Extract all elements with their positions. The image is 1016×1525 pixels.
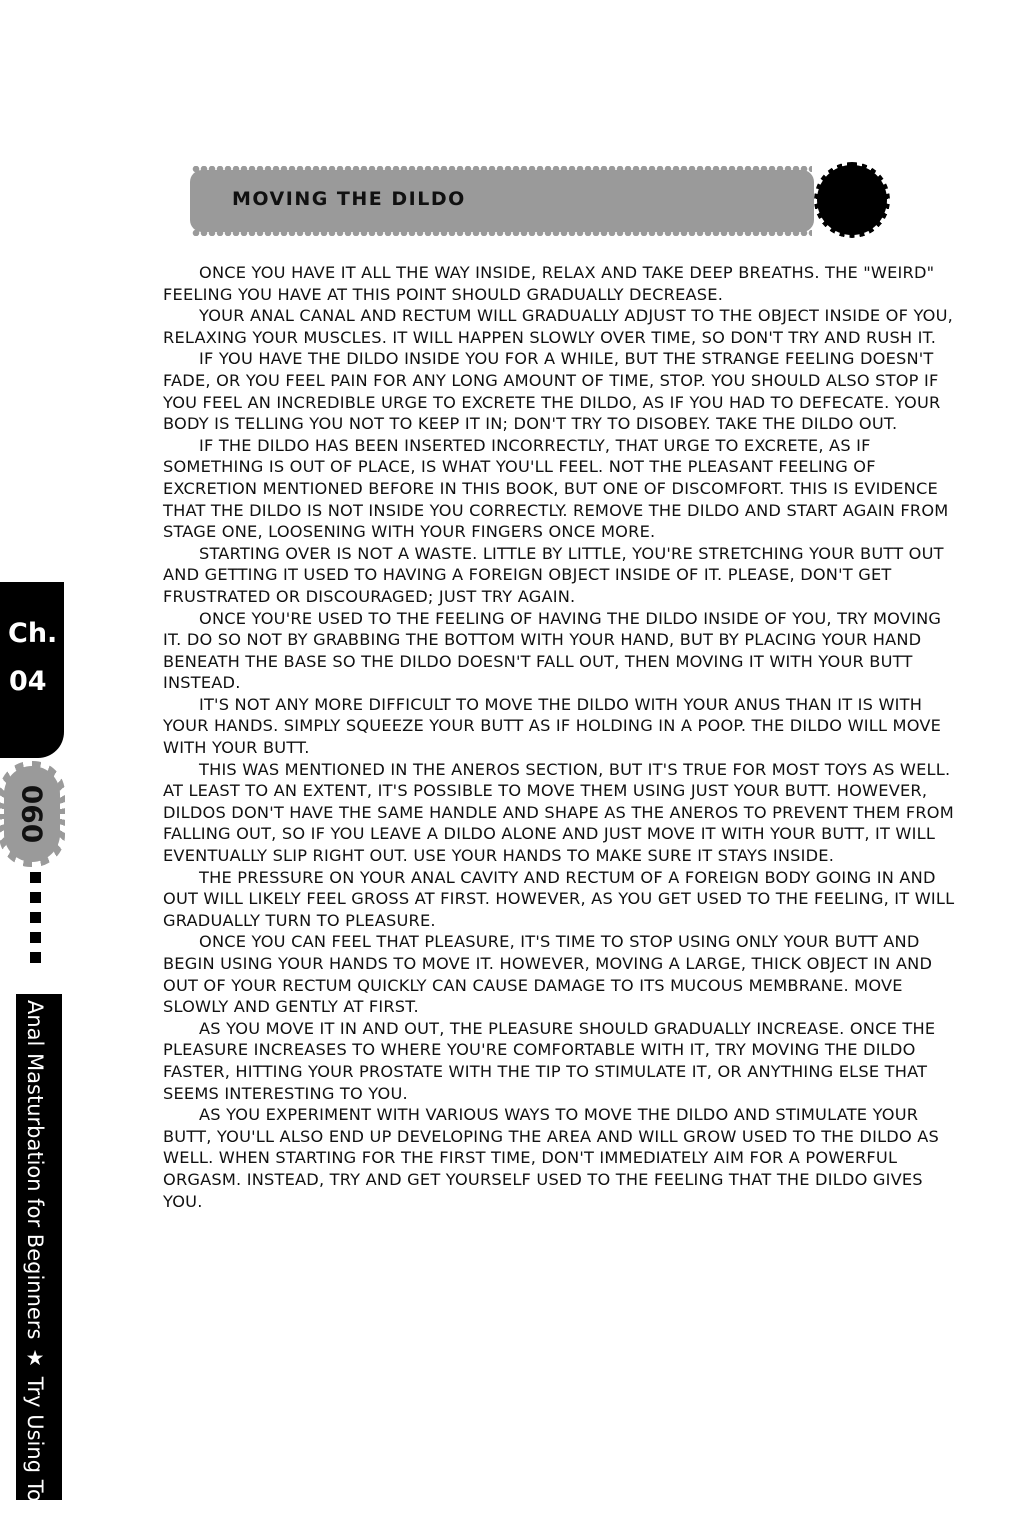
square-dot-icon <box>30 952 41 963</box>
body-text <box>163 262 963 1212</box>
section-heading: MOVING THE DILDO <box>232 188 466 210</box>
paragraph: IT'S NOT ANY MORE DIFFICULT TO MOVE THE DILDO WITH YOUR ANUS THAN IT IS WITH YOUR HANDS. SIMPLY SQUEEZE YOUR BUTT AS IF HOLDING IN A POOP. THE DILDO WILL MOVE WITH YOUR BUTT. <box>163 694 942 758</box>
paragraph: THE PRESSURE ON YOUR ANAL CAVITY AND RECTUM OF A FOREIGN BODY GOING IN AND OUT WILL LIKELY FEEL GROSS AT FIRST. HOWEVER, AS YOU GET USED TO THE FEELING, IT WILL GRADUALLY TURN TO PLEASURE. <box>163 867 955 930</box>
paragraph: THIS WAS MENTIONED IN THE ANEROS SECTION, BUT IT'S TRUE FOR MOST TOYS AS WELL. AT LEAST TO AN EXTENT, IT'S POSSIBLE TO MOVE THEM USING JUST YOUR BUTT. HOWEVER, DILDOS DON'T HAVE THE SAME HANDLE AND SHAPE AS THE ANEROS TO PREVENT THEM FROM FALLING OUT, SO IF YOU LEAVE A DILDO ALONE AND JUST MOVE IT WITH YOUR BUTT, IT WILL EVENTUALLY SLIP RIGHT OUT. USE YOUR HANDS TO MAKE SURE IT STAYS INSIDE. <box>163 759 954 866</box>
paragraph: AS YOU EXPERIMENT WITH VARIOUS WAYS TO MOVE THE DILDO AND STIMULATE YOUR BUTT, YOU'LL ALSO END UP DEVELOPING THE AREA AND WILL GROW USED TO THE DILDO AS WELL. WHEN STARTING FOR THE FIRST TIME, DON'T IMMEDIATELY AIM FOR A POWERFUL ORGASM. INSTEAD, TRY AND GET YOURSELF USED TO THE FEELING THAT THE DILDO GIVES YOU. <box>163 1105 939 1211</box>
chapter-number: 04 <box>9 666 47 697</box>
paragraph: ONCE YOU CAN FEEL THAT PLEASURE, IT'S TIME TO STOP USING ONLY YOUR BUTT AND BEGIN USING YOUR HANDS TO MOVE IT. HOWEVER, MOVING A LARGE, THICK OBJECT IN AND OUT OF YOUR RECTUM QUICKLY CAN CAUSE DAMAGE TO ITS MUCOUS MEMBRANE. MOVE SLOWLY AND GENTLY AT FIRST. <box>163 932 933 1017</box>
book-title: Anal Masturbation for Beginners ★ Try Using Toys <box>23 1000 47 1525</box>
square-dots-decoration <box>30 872 42 972</box>
page-number-badge <box>4 766 60 862</box>
paragraph: IF THE DILDO HAS BEEN INSERTED INCORRECTLY, THAT URGE TO EXCRETE, AS IF SOMETHING IS OUT OF PLACE, IS WHAT YOU'LL FEEL. NOT THE PLEASANT FEELING OF EXCRETION MENTIONED BEFORE IN THIS BOOK, BUT ONE OF DISCOMFORT. THIS IS EVIDENCE THAT THE DILDO IS NOT INSIDE YOU CORRECTLY. REMOVE THE DILDO AND START AGAIN FROM STAGE ONE, LOOSENING WITH YOUR FINGERS ONCE MORE. <box>163 435 949 542</box>
chapter-tab <box>0 582 64 758</box>
paragraph: AS YOU MOVE IT IN AND OUT, THE PLEASURE SHOULD GRADUALLY INCREASE. ONCE THE PLEASURE INCREASES TO WHERE YOU'RE COMFORTABLE WITH IT, TRY MOVING THE DILDO FASTER, HITTING YOUR PROSTATE WITH THE TIP TO STIMULATE IT, OR ANYTHING ELSE THAT SEEMS INTERESTING TO YOU. <box>163 1018 936 1103</box>
square-dot-icon <box>30 892 41 903</box>
paragraph: YOUR ANAL CANAL AND RECTUM WILL GRADUALLY ADJUST TO THE OBJECT INSIDE OF YOU, RELAXING YOUR MUSCLES. IT WILL HAPPEN SLOWLY OVER TIME, SO DON'T TRY AND RUSH IT. <box>163 306 953 347</box>
chapter-label: Ch. <box>8 618 58 649</box>
square-dot-icon <box>30 872 41 883</box>
page-number: 060 <box>15 784 49 844</box>
heading-dot-icon <box>820 168 884 232</box>
section-heading-banner <box>192 172 812 230</box>
paragraph: IF YOU HAVE THE DILDO INSIDE YOU FOR A WHILE, BUT THE STRANGE FEELING DOESN'T FADE, OR YOU FEEL PAIN FOR ANY LONG AMOUNT OF TIME, STOP. YOU SHOULD ALSO STOP IF YOU FEEL AN INCREDIBLE URGE TO EXCRETE THE DILDO, AS IF YOU HAD TO DEFECATE. YOUR BODY IS TELLING YOU NOT TO KEEP IT IN; DON'T TRY TO DISOBEY. TAKE THE DILDO OUT. <box>163 349 941 434</box>
paragraph: ONCE YOU HAVE IT ALL THE WAY INSIDE, RELAX AND TAKE DEEP BREATHS. THE "WEIRD" FEELING YOU HAVE AT THIS POINT SHOULD GRADUALLY DECREASE. <box>163 263 935 304</box>
square-dot-icon <box>30 932 41 943</box>
square-dot-icon <box>30 912 41 923</box>
paragraph: STARTING OVER IS NOT A WASTE. LITTLE BY LITTLE, YOU'RE STRETCHING YOUR BUTT OUT AND GETTING IT USED TO HAVING A FOREIGN OBJECT INSIDE OF IT. PLEASE, DON'T GET FRUSTRATED OR DISCOURAGED; JUST TRY AGAIN. <box>163 543 944 606</box>
paragraph: ONCE YOU'RE USED TO THE FEELING OF HAVING THE DILDO INSIDE OF YOU, TRY MOVING IT. DO SO NOT BY GRABBING THE BOTTOM WITH YOUR HAND, BUT BY PLACING YOUR HAND BENEATH THE BASE SO THE DILDO DOESN'T FALL OUT, THEN MOVING IT WITH YOUR BUTT INSTEAD. <box>163 608 942 693</box>
